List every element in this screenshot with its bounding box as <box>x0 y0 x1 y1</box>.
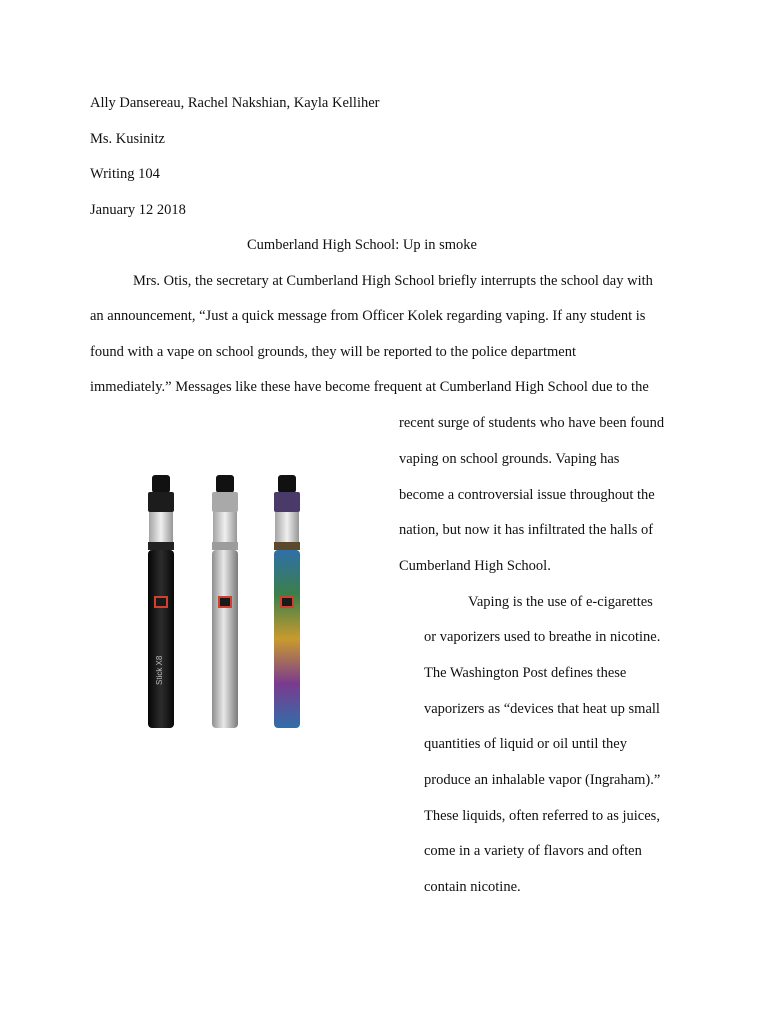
black-vape-pen <box>148 475 174 728</box>
para1-line: nation, but now it has infiltrated the halls of <box>399 522 654 538</box>
para1-line: vaping on school grounds. Vaping has <box>399 451 620 467</box>
para1-line: become a controversial issue throughout the <box>399 487 655 503</box>
para1-line: an announcement, “Just a quick message from Officer Kolek regarding vaping. If any student is <box>90 308 646 324</box>
silver-vape-pen <box>212 475 238 728</box>
para1-line: found with a vape on school grounds, they will be reported to the police department <box>90 344 577 360</box>
rainbow-vape-pen <box>274 475 300 728</box>
para2-line: quantities of liquid or oil until they <box>424 736 627 752</box>
para1-line: Cumberland High School. <box>399 558 551 574</box>
para1-line: Mrs. Otis, the secretary at Cumberland High School briefly interrupts the school day with <box>133 273 653 289</box>
para2-line: Vaping is the use of e-cigarettes <box>468 594 653 610</box>
para2-line: contain nicotine. <box>424 879 521 895</box>
para2-line: These liquids, often referred to as juices, <box>424 808 660 824</box>
para1-line: recent surge of students who have been found <box>399 415 665 431</box>
para2-line: produce an inhalable vapor (Ingraham).” <box>424 772 661 788</box>
instructor-name: Ms. Kusinitz <box>90 131 165 147</box>
para2-line: vaporizers as “devices that heat up small <box>424 701 660 717</box>
para1-line: immediately.” Messages like these have become frequent at Cumberland High School due to the <box>90 379 649 395</box>
course-name: Writing 104 <box>90 166 160 182</box>
para2-line: The Washington Post defines these <box>424 665 627 681</box>
author-names: Ally Dansereau, Rachel Nakshian, Kayla Kelliher <box>90 95 380 111</box>
para2-line: come in a variety of flavors and often <box>424 843 642 859</box>
para2-line: or vaporizers used to breathe in nicotine. <box>424 629 661 645</box>
date: January 12 2018 <box>90 202 186 218</box>
vape-pens-image <box>140 470 330 735</box>
black-vape-label: Stick X8 <box>155 655 164 685</box>
paper-title: Cumberland High School: Up in smoke <box>247 237 477 253</box>
